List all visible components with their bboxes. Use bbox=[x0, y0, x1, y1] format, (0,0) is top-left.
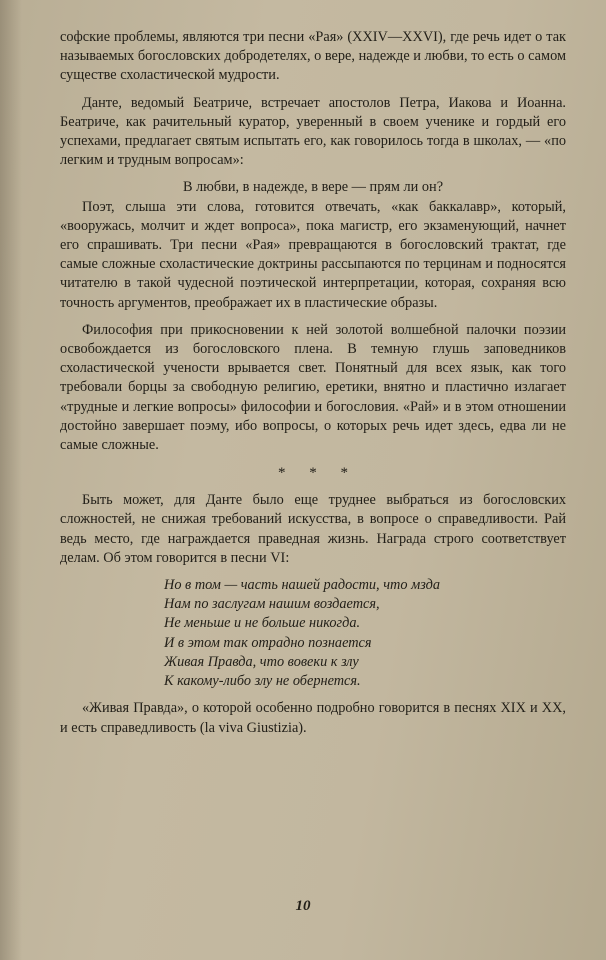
section-separator: * * * bbox=[278, 465, 358, 482]
verse-line: И в этом так отрадно познается bbox=[164, 634, 372, 651]
verse-line: Живая Правда, что вовеки к злу bbox=[164, 653, 359, 670]
paragraph-1: софские проблемы, являются три песни «Рая» (XXIV—XXVI), где речь идет о так называемых богословских добродетелях, о вере, надежде и любви, то есть о самом существе схоластической мудрости. bbox=[60, 29, 566, 84]
paragraph-6: «Живая Правда», о которой особенно подробно говорится в песнях XIX и XX, и есть справедливость (la viva Giustizia). bbox=[60, 700, 566, 736]
paragraph-5: Быть может, для Данте было еще труднее выбраться из богословских сложностей, не снижая требований искусства, в вопросе о справедливости. Рай ведь место, где награждается праведная жизнь. Награда строго соответствует делам. Об этом говорится в песни VI: bbox=[60, 492, 566, 566]
paragraph-2: Данте, ведомый Беатриче, встречает апостолов Петра, Иакова и Иоанна. Беатриче, как рачительный куратор, уверенный в своем ученике и гордый его успехами, предлагает святым испытать его, как говорилось тогда в школах, — «по легким и трудным вопросам»: bbox=[60, 94, 566, 169]
verse-line: Нам по заслугам нашим воздается, bbox=[164, 596, 380, 613]
verse-line: Но в том — часть нашей радости, что мзда bbox=[164, 577, 440, 594]
verse-line: К какому-либо злу не обернется. bbox=[164, 673, 361, 690]
verse-block bbox=[164, 576, 566, 691]
verse-quote: В любви, в надежде, в вере — прям ли он? bbox=[182, 179, 444, 196]
page-number: 10 bbox=[295, 898, 311, 914]
paragraph-3: Поэт, слыша эти слова, готовится отвечать, «как баккалавр», который, «вооружась, молчит и ждет вопроса», пока магистр, его экзаменующий, начнет его спрашивать. Три песни «Рая» превращаются в богословский трактат, где самые сложные схоластические доктрины рассыпаются по терцинам и подносятся читателю в такой чудесной поэтической интерпретации, которая, сохраняя всю точность аргументов, преображает их в пластические образы. bbox=[60, 198, 566, 311]
paragraph-4: Философия при прикосновении к ней золотой волшебной палочки поэзии освобождается из богословского плена. В темную глушь заповедников схоластической учености врывается свет. Понятный для всех язык, как того требовали борцы за свободную религию, еретики, внятно и пластично излагает «трудные и легкие вопросы» философии и богословия. «Рай» и в этом отношении достойно завершает поэму, ибо вопросы, о которых речь идет здесь, едва ли не самые сложные. bbox=[60, 321, 566, 454]
verse-line: Не меньше и не больше никогда. bbox=[164, 615, 361, 632]
